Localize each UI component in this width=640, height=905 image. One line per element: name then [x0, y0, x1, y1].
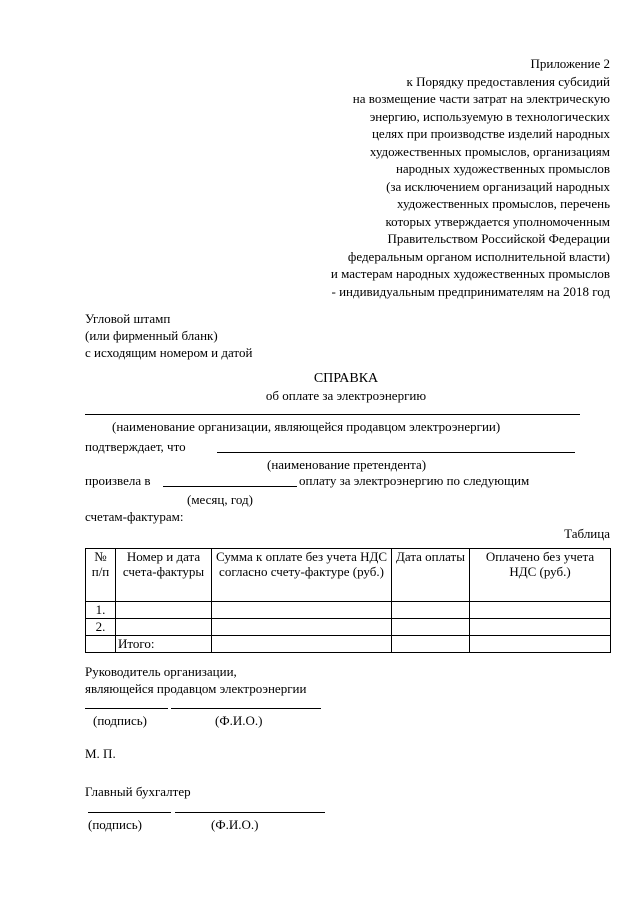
appendix-line: Приложение 2 [530, 56, 610, 71]
appendix-line: на возмещение части затрат на электрическую [352, 91, 610, 106]
table-cell[interactable] [392, 619, 470, 636]
confirms-label: подтверждает, что [85, 439, 186, 454]
document-subtitle: об оплате за электроэнергию [265, 388, 427, 403]
seal-label: М. П. [85, 746, 116, 761]
appendix-line: Правительством Российской Федерации [387, 231, 610, 246]
appendix-line: к Порядку предоставления субсидий [406, 73, 610, 89]
month-year-field[interactable] [163, 486, 297, 487]
stamp-line-2: (или фирменный бланк) [85, 328, 218, 343]
month-caption: (месяц, год) [187, 492, 253, 507]
appendix-line: и мастерам народных художественных промыслов [330, 266, 610, 281]
head-name-field[interactable] [171, 708, 321, 709]
header-amount: Сумма к оплате без учета НДС согласно счету-фактуре (руб.) [212, 549, 392, 602]
paid-rest-label: оплату за электроэнергию по следующим [299, 473, 530, 488]
header-paid: Оплачено без учета НДС (руб.) [470, 549, 611, 602]
chief-accountant-label: Главный бухгалтер [85, 784, 191, 799]
appendix-line: - индивидуальным предпринимателям на 2018 год [331, 283, 610, 299]
appendix-line: которых утверждается уполномоченным [385, 213, 610, 229]
appendix-line: художественных промыслов, перечень [397, 196, 610, 211]
paid-in-label: произвела в [85, 473, 151, 488]
seller-name-field[interactable] [85, 414, 580, 415]
accountant-name-field[interactable] [175, 812, 325, 813]
table-header-row [86, 549, 611, 602]
row-number: 2. [86, 619, 116, 636]
appendix-line: федеральным органом исполнительной власти) [347, 248, 610, 264]
appendix-line: (за исключением организаций народных [386, 178, 610, 194]
head-name-caption: (Ф.И.О.) [215, 713, 263, 728]
table-cell [86, 636, 116, 653]
table-cell[interactable] [470, 619, 611, 636]
table-cell[interactable] [392, 602, 470, 619]
header-invoice: Номер и дата счета-фактуры [116, 549, 212, 602]
document-title: СПРАВКА [313, 371, 379, 386]
header-date: Дата оплаты [392, 549, 470, 602]
table-cell[interactable] [116, 619, 212, 636]
table-label: Таблица [564, 526, 610, 541]
head-title-line-1: Руководитель организации, [85, 664, 237, 679]
accountant-name-caption: (Ф.И.О.) [211, 817, 259, 832]
row-number: 1. [86, 602, 116, 619]
header-number: № п/п [86, 549, 116, 602]
head-sign-caption: (подпись) [93, 713, 147, 728]
total-label: Итого: [116, 636, 212, 653]
stamp-line-3: с исходящим номером и датой [85, 345, 253, 360]
appendix-header [250, 55, 610, 300]
table-cell[interactable] [212, 636, 392, 653]
invoice-table [85, 548, 611, 653]
seller-caption: (наименование организации, являющейся продавцом электроэнергии) [112, 419, 501, 434]
head-title-line-2: являющейся продавцом электроэнергии [85, 681, 307, 696]
table-cell[interactable] [212, 602, 392, 619]
table-row [86, 619, 611, 636]
head-signature-field[interactable] [85, 708, 168, 709]
applicant-name-field[interactable] [217, 452, 575, 453]
accountant-signature-field[interactable] [88, 812, 171, 813]
appendix-line: народных художественных промыслов [395, 161, 610, 176]
table-cell[interactable] [470, 636, 611, 653]
applicant-caption: (наименование претендента) [267, 457, 427, 472]
table-cell[interactable] [470, 602, 611, 619]
invoices-label: счетам-фактурам: [85, 509, 184, 524]
table-cell[interactable] [212, 619, 392, 636]
stamp-line-1: Угловой штамп [85, 311, 171, 326]
appendix-line: целях при производстве изделий народных [371, 126, 610, 141]
accountant-sign-caption: (подпись) [88, 817, 142, 832]
table-cell[interactable] [116, 602, 212, 619]
table-total-row [86, 636, 611, 653]
appendix-line: энергию, используемую в технологических [369, 108, 610, 124]
table-cell[interactable] [392, 636, 470, 653]
appendix-line: художественных промыслов, организациям [369, 143, 610, 159]
table-row [86, 602, 611, 619]
